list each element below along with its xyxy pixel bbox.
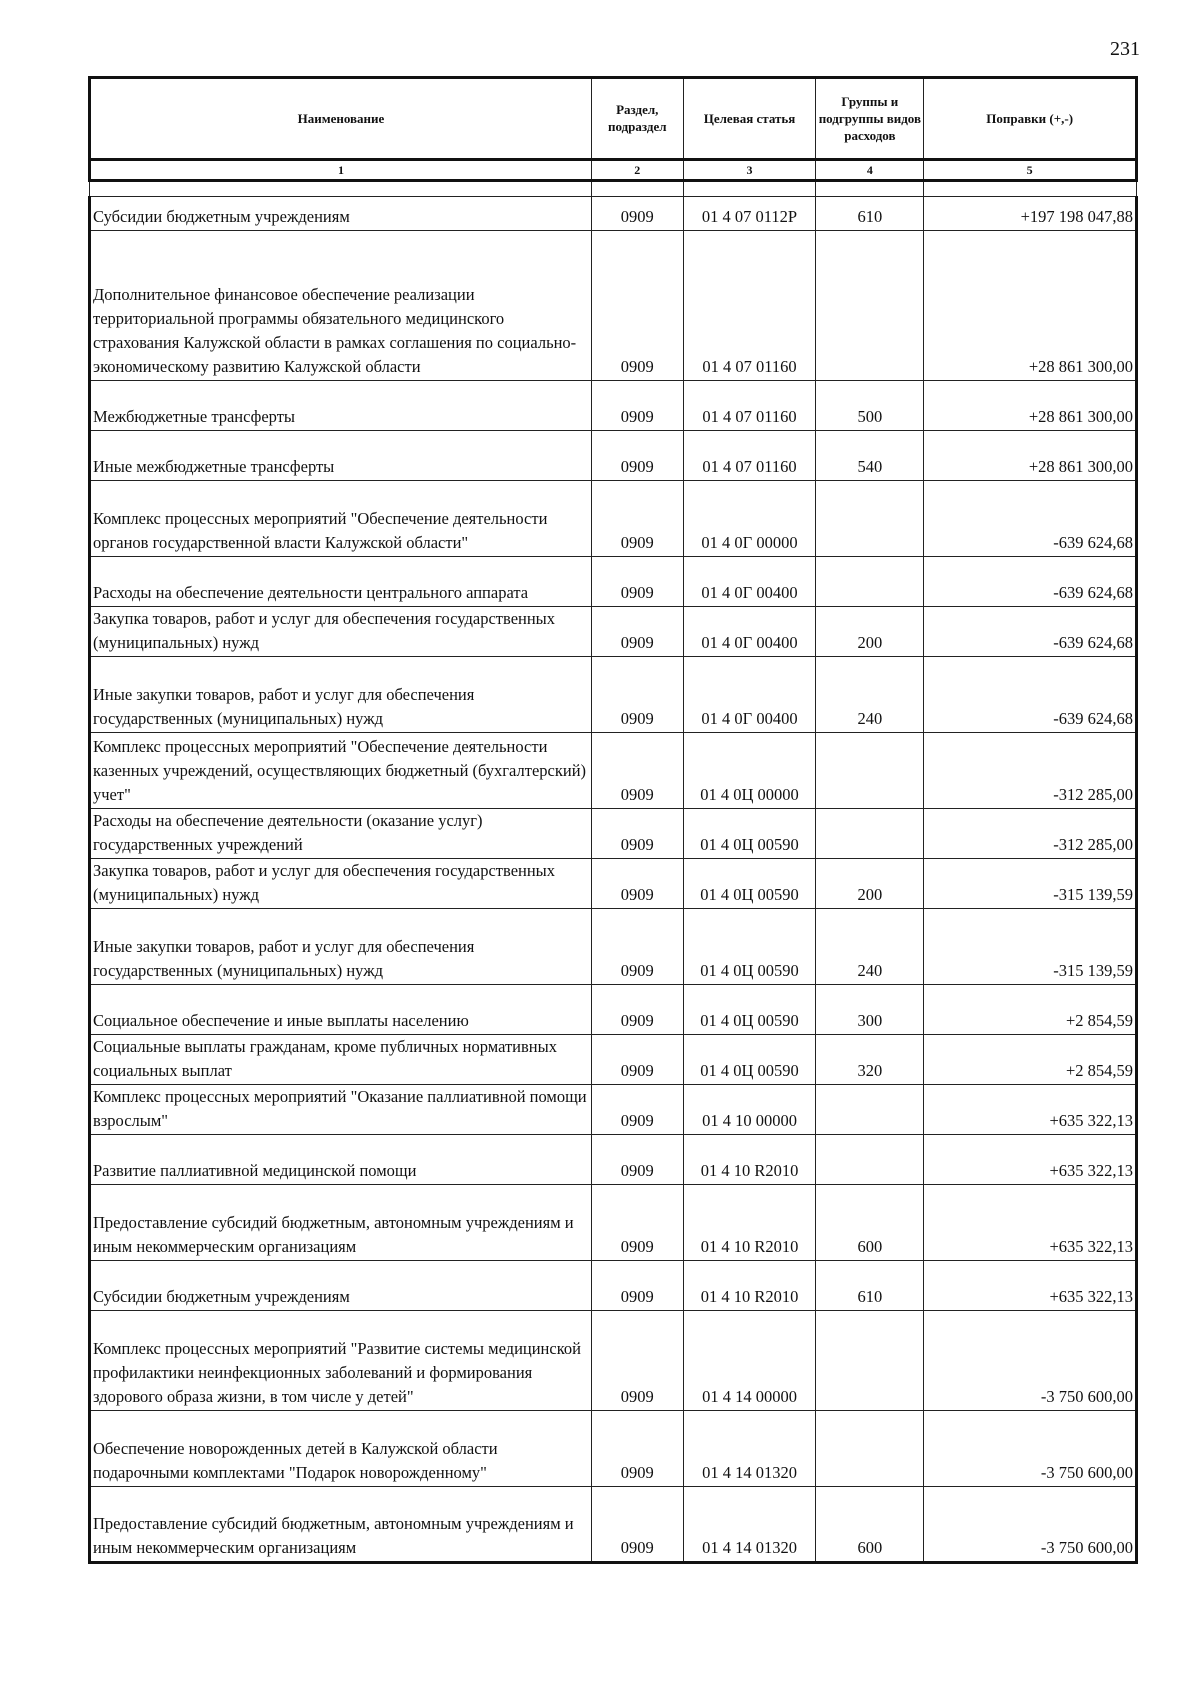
row-amount: -3 750 600,00	[924, 1311, 1137, 1411]
row-section: 0909	[591, 381, 683, 431]
row-group: 200	[816, 607, 924, 657]
row-section: 0909	[591, 1261, 683, 1311]
row-group	[816, 1311, 924, 1411]
row-target: 01 4 0Ц 00000	[683, 733, 816, 809]
row-name: Предоставление субсидий бюджетным, автономным учреждениям и иным некоммерческим организациям	[90, 1185, 592, 1261]
row-group	[816, 231, 924, 381]
row-amount: -639 624,68	[924, 607, 1137, 657]
row-amount: +28 861 300,00	[924, 431, 1137, 481]
row-amount: +635 322,13	[924, 1185, 1137, 1261]
row-target: 01 4 0Ц 00590	[683, 809, 816, 859]
row-target: 01 4 07 01160	[683, 381, 816, 431]
row-amount: +28 861 300,00	[924, 231, 1137, 381]
row-target: 01 4 10 R2010	[683, 1185, 816, 1261]
row-amount: -315 139,59	[924, 909, 1137, 985]
row-group	[816, 1135, 924, 1185]
row-group: 600	[816, 1185, 924, 1261]
row-section: 0909	[591, 1085, 683, 1135]
table-row	[90, 985, 1137, 1035]
row-section: 0909	[591, 733, 683, 809]
row-name: Социальные выплаты гражданам, кроме публичных нормативных социальных выплат	[90, 1035, 592, 1085]
row-target: 01 4 0Ц 00590	[683, 1035, 816, 1085]
row-name: Субсидии бюджетным учреждениям	[90, 1261, 592, 1311]
row-amount: -312 285,00	[924, 809, 1137, 859]
table-row	[90, 1261, 1137, 1311]
row-target: 01 4 10 R2010	[683, 1135, 816, 1185]
header-amendments: Поправки (+,-)	[924, 78, 1137, 160]
row-section: 0909	[591, 1135, 683, 1185]
row-group	[816, 481, 924, 557]
row-section: 0909	[591, 557, 683, 607]
table-row	[90, 733, 1137, 809]
row-name: Закупка товаров, работ и услуг для обеспечения государственных (муниципальных) нужд	[90, 859, 592, 909]
table-row	[90, 1035, 1137, 1085]
table-row	[90, 481, 1137, 557]
table-row	[90, 197, 1137, 231]
row-group	[816, 1411, 924, 1487]
row-section: 0909	[591, 231, 683, 381]
column-number: 5	[924, 160, 1137, 181]
row-name: Расходы на обеспечение деятельности центрального аппарата	[90, 557, 592, 607]
table-row	[90, 1311, 1137, 1411]
row-target: 01 4 0Г 00400	[683, 607, 816, 657]
row-section: 0909	[591, 985, 683, 1035]
row-target: 01 4 14 00000	[683, 1311, 816, 1411]
row-section: 0909	[591, 1185, 683, 1261]
row-name: Иные закупки товаров, работ и услуг для обеспечения государственных (муниципальных) нужд	[90, 909, 592, 985]
row-group: 320	[816, 1035, 924, 1085]
row-amount: -312 285,00	[924, 733, 1137, 809]
row-target: 01 4 0Г 00400	[683, 657, 816, 733]
table-row	[90, 1135, 1137, 1185]
row-name: Комплекс процессных мероприятий "Обеспечение деятельности органов государственной власти Калужской области"	[90, 481, 592, 557]
row-target: 01 4 14 01320	[683, 1411, 816, 1487]
row-name: Субсидии бюджетным учреждениям	[90, 197, 592, 231]
table-row	[90, 657, 1137, 733]
row-name: Иные межбюджетные трансферты	[90, 431, 592, 481]
row-target: 01 4 10 00000	[683, 1085, 816, 1135]
header-target: Целевая статья	[683, 78, 816, 160]
table-row	[90, 231, 1137, 381]
row-target: 01 4 0Ц 00590	[683, 909, 816, 985]
row-section: 0909	[591, 1035, 683, 1085]
row-target: 01 4 07 01160	[683, 231, 816, 381]
row-target: 01 4 0Ц 00590	[683, 859, 816, 909]
row-section: 0909	[591, 657, 683, 733]
row-name: Дополнительное финансовое обеспечение реализации территориальной программы обязательного медицинского страхования Калужской области в рамках соглашения по социально-экономическому развитию Калужской области	[90, 231, 592, 381]
row-name: Иные закупки товаров, работ и услуг для обеспечения государственных (муниципальных) нужд	[90, 657, 592, 733]
row-target: 01 4 07 01160	[683, 431, 816, 481]
table-row	[90, 1411, 1137, 1487]
row-name: Комплекс процессных мероприятий "Обеспечение деятельности казенных учреждений, осуществляющих бюджетный (бухгалтерский) учет"	[90, 733, 592, 809]
row-target: 01 4 0Ц 00590	[683, 985, 816, 1035]
row-amount: +2 854,59	[924, 1035, 1137, 1085]
row-section: 0909	[591, 1311, 683, 1411]
row-name: Предоставление субсидий бюджетным, автономным учреждениям и иным некоммерческим организациям	[90, 1487, 592, 1563]
row-target: 01 4 0Г 00000	[683, 481, 816, 557]
row-amount: -639 624,68	[924, 557, 1137, 607]
row-group: 610	[816, 197, 924, 231]
row-section: 0909	[591, 481, 683, 557]
header-section: Раздел, подраздел	[591, 78, 683, 160]
column-number: 1	[90, 160, 592, 181]
row-amount: -3 750 600,00	[924, 1487, 1137, 1563]
row-amount: -639 624,68	[924, 481, 1137, 557]
row-name: Межбюджетные трансферты	[90, 381, 592, 431]
table-row	[90, 909, 1137, 985]
table-row	[90, 431, 1137, 481]
row-group	[816, 1085, 924, 1135]
row-name: Развитие паллиативной медицинской помощи	[90, 1135, 592, 1185]
row-group: 240	[816, 657, 924, 733]
header-groups: Группы и подгруппы видов расходов	[816, 78, 924, 160]
row-section: 0909	[591, 607, 683, 657]
table-row	[90, 557, 1137, 607]
row-name: Расходы на обеспечение деятельности (оказание услуг) государственных учреждений	[90, 809, 592, 859]
row-amount: -639 624,68	[924, 657, 1137, 733]
row-amount: +2 854,59	[924, 985, 1137, 1035]
row-amount: +28 861 300,00	[924, 381, 1137, 431]
row-group: 600	[816, 1487, 924, 1563]
table-row	[90, 1085, 1137, 1135]
table-row	[90, 859, 1137, 909]
column-number: 4	[816, 160, 924, 181]
row-section: 0909	[591, 809, 683, 859]
row-section: 0909	[591, 859, 683, 909]
row-target: 01 4 10 R2010	[683, 1261, 816, 1311]
table-row	[90, 809, 1137, 859]
row-group	[816, 809, 924, 859]
row-amount: +635 322,13	[924, 1085, 1137, 1135]
page-number: 231	[1110, 38, 1140, 60]
row-amount: +635 322,13	[924, 1135, 1137, 1185]
budget-amendments-table	[88, 76, 1138, 1564]
row-group: 300	[816, 985, 924, 1035]
row-name: Комплекс процессных мероприятий "Развитие системы медицинской профилактики неинфекционных заболеваний и формирования здорового образа жизни, в том числе у детей"	[90, 1311, 592, 1411]
table-row	[90, 1185, 1137, 1261]
row-target: 01 4 14 01320	[683, 1487, 816, 1563]
row-group: 610	[816, 1261, 924, 1311]
row-section: 0909	[591, 431, 683, 481]
row-name: Обеспечение новорожденных детей в Калужской области подарочными комплектами "Подарок новорожденному"	[90, 1411, 592, 1487]
table-row	[90, 1487, 1137, 1563]
row-amount: -315 139,59	[924, 859, 1137, 909]
column-number: 3	[683, 160, 816, 181]
row-name: Закупка товаров, работ и услуг для обеспечения государственных (муниципальных) нужд	[90, 607, 592, 657]
row-group: 240	[816, 909, 924, 985]
row-group	[816, 557, 924, 607]
row-amount: +197 198 047,88	[924, 197, 1137, 231]
row-group: 540	[816, 431, 924, 481]
row-group: 500	[816, 381, 924, 431]
row-group	[816, 733, 924, 809]
row-section: 0909	[591, 1411, 683, 1487]
row-section: 0909	[591, 909, 683, 985]
row-section: 0909	[591, 1487, 683, 1563]
table-row	[90, 381, 1137, 431]
row-target: 01 4 0Г 00400	[683, 557, 816, 607]
column-number: 2	[591, 160, 683, 181]
row-name: Комплекс процессных мероприятий "Оказание паллиативной помощи взрослым"	[90, 1085, 592, 1135]
header-name: Наименование	[90, 78, 592, 160]
row-amount: -3 750 600,00	[924, 1411, 1137, 1487]
table-row	[90, 607, 1137, 657]
row-section: 0909	[591, 197, 683, 231]
row-group: 200	[816, 859, 924, 909]
row-amount: +635 322,13	[924, 1261, 1137, 1311]
row-target: 01 4 07 0112Р	[683, 197, 816, 231]
row-name: Социальное обеспечение и иные выплаты населению	[90, 985, 592, 1035]
